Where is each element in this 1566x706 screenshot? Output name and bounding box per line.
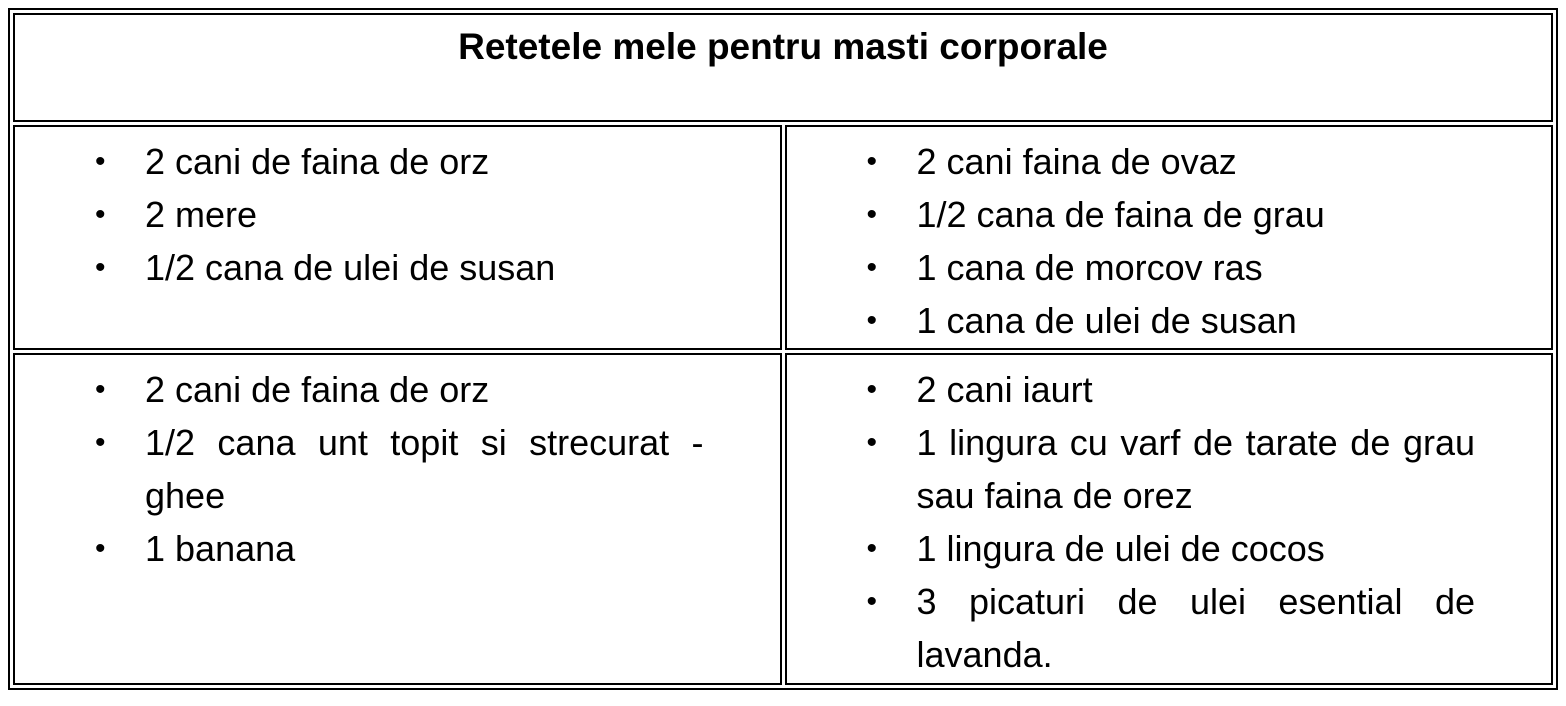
bullet-icon: •: [866, 304, 878, 337]
list-item: [27, 241, 780, 294]
bullet-icon: •: [95, 145, 106, 178]
list-item: [799, 416, 1552, 522]
ingredient-text: 1/2 cana de faina de grau: [916, 194, 1325, 235]
table-title: Retetele mele pentru masti corporale: [458, 26, 1108, 67]
list-item: [27, 416, 780, 522]
ingredient-text: 1 cana de morcov ras: [916, 247, 1263, 288]
list-item: [799, 241, 1552, 294]
recipes-table: [8, 8, 1558, 690]
bullet-icon: •: [95, 426, 106, 459]
recipe-cell-bottom-left: [13, 353, 782, 685]
ingredient-text: 2 cani iaurt: [916, 369, 1093, 410]
ingredient-text: 2 cani de faina de orz: [145, 141, 490, 182]
bullet-icon: •: [866, 532, 878, 565]
ingredient-list: [27, 135, 780, 294]
ingredient-text: 1/2 cana de ulei de susan: [145, 247, 556, 288]
list-item: [799, 363, 1552, 416]
bullet-icon: •: [95, 251, 106, 284]
ingredient-text: 1 lingura cu varf de tarate de grau sau faina de orez: [916, 422, 1475, 516]
list-item: [799, 188, 1552, 241]
bullet-icon: •: [866, 426, 878, 459]
table-title-cell: [13, 13, 1553, 122]
recipe-cell-top-left: [13, 125, 782, 350]
bullet-icon: •: [95, 373, 106, 406]
bullet-icon: •: [95, 532, 106, 565]
list-item: [27, 363, 780, 416]
list-item: [799, 575, 1552, 681]
ingredient-text: 2 mere: [145, 194, 258, 235]
ingredient-text: 1 banana: [145, 528, 296, 569]
ingredient-list: [27, 363, 780, 575]
ingredient-text: 1 lingura de ulei de cocos: [916, 528, 1325, 569]
bullet-icon: •: [95, 198, 106, 231]
list-item: [27, 188, 780, 241]
bullet-icon: •: [866, 145, 878, 178]
table-row: [13, 353, 1553, 685]
list-item: [799, 522, 1552, 575]
recipe-cell-top-right: [785, 125, 1554, 350]
header-row: [13, 13, 1553, 122]
ingredient-text: 2 cani faina de ovaz: [916, 141, 1237, 182]
list-item: [27, 522, 780, 575]
document-page: [0, 8, 1566, 706]
list-item: [27, 135, 780, 188]
list-item: [799, 135, 1552, 188]
bullet-icon: •: [866, 373, 878, 406]
list-item: [799, 294, 1552, 347]
recipe-cell-bottom-right: [785, 353, 1554, 685]
bullet-icon: •: [866, 585, 878, 618]
ingredient-text: 1/2 cana unt topit si strecurat - ghee: [145, 422, 704, 516]
ingredient-text: 2 cani de faina de orz: [145, 369, 490, 410]
table-row: [13, 125, 1553, 350]
ingredient-list: [799, 135, 1552, 347]
bullet-icon: •: [866, 251, 878, 284]
bullet-icon: •: [866, 198, 878, 231]
ingredient-text: 1 cana de ulei de susan: [916, 300, 1297, 341]
ingredient-text: 3 picaturi de ulei esential de lavanda.: [916, 581, 1475, 675]
ingredient-list: [799, 363, 1552, 681]
